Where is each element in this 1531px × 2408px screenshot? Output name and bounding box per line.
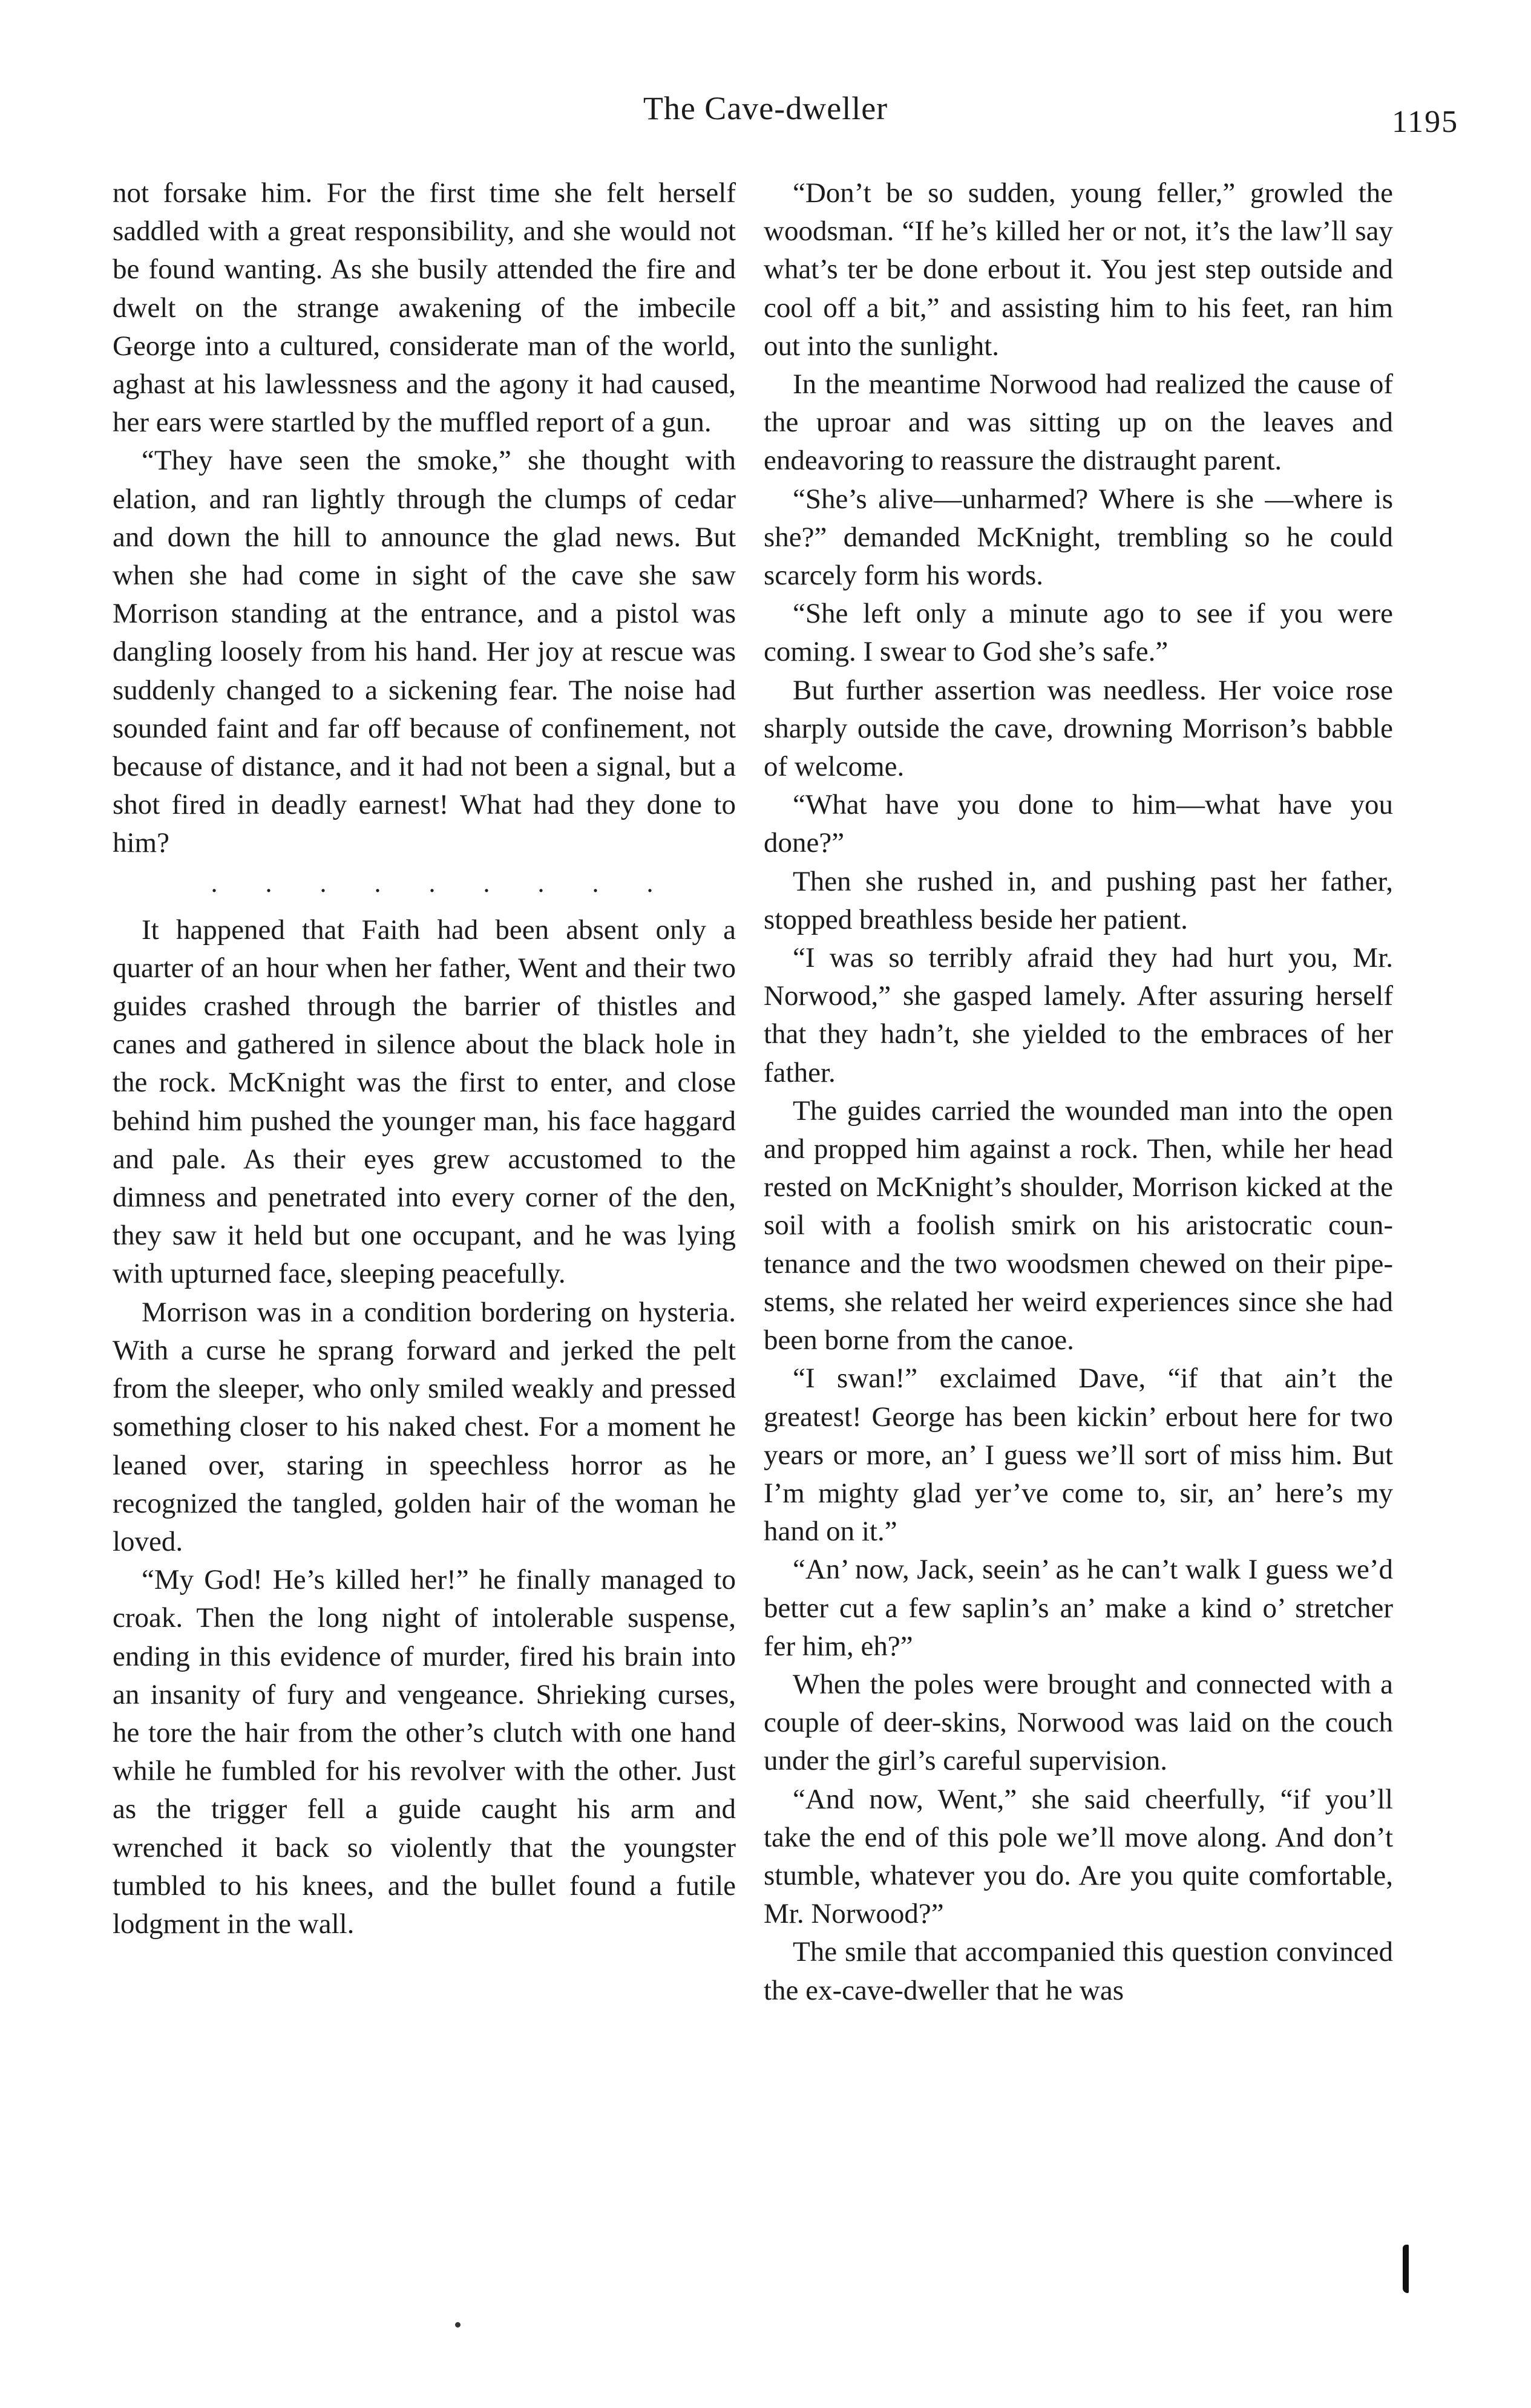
paragraph: “An’ now, Jack, seein’ as he can’t walk I guess we’d better cut a few saplin’s an’ make a kind o’ stretcher fer him, eh?” <box>764 1554 1393 1662</box>
page-number: 1195 <box>1392 105 1459 139</box>
paragraph: “She left only a minute ago to see if you were coming. I swear to God she’s safe.” <box>764 598 1393 668</box>
paragraph: It happened that Faith had been absent only a quarter of an hour when her father, Went and their two guides crashed through the barrier of thistles and canes and gathered in silence about the black hole in the rock. McKnight was the first to enter, and close behind him pushed the younger man, his face haggard and pale. As their eyes grew accustomed to the dimness and penetrated into every corner of the den, they saw it held but one occupant, and he was lying with upturned face, sleeping peacefully. <box>113 914 736 1290</box>
paragraph: “Don’t be so sudden, young feller,” growled the woodsman. “If he’s killed her or not, it’s the law’ll say what’s ter be done erbout it. You jest step outside and cool off a bit,” and assisting him to his feet, ran him out into the sunlight. <box>764 177 1393 362</box>
footer-dot <box>455 2322 461 2328</box>
paragraph: Morrison was in a condition bordering on hysteria. With a curse he sprang forward and jerked the pelt from the sleeper, who only smiled weakly and pressed something closer to his naked chest. For a moment he leaned over, staring in speechless horror as he recognized the tangled, golden hair of the woman he loved. <box>113 1296 736 1557</box>
paragraph: The guides carried the wounded man into the open and propped him against a rock. Then, while her head rested on McKnight’s shoulder, Morrison kicked at the soil with a foolish smirk on his aristocratic countenance and the two woodsmen chewed on their pipe-stems, she related her weird experiences since she had been borne from the canoe. <box>764 1094 1393 1356</box>
running-title: The Cave-dweller <box>643 90 888 126</box>
section-break: . . . . . . . . . <box>211 868 674 898</box>
paragraph: not forsake him. For the first time she felt herself saddled with a great responsibility, and she would not be found wanting. As she busily attended the fire and dwelt on the strange awakening of the imbecile George into a cultured, considerate man of the world, aghast at his lawlessness and the agony it had caused, her ears were startled by the muffled report of a gun. <box>113 177 736 439</box>
paragraph: “They have seen the smoke,” she thought with elation, and ran lightly through the clumps of cedar and down the hill to announce the glad news. But when she had come in sight of the cave she saw Morrison standing at the entrance, and a pistol was dangling loosely from his hand. Her joy at rescue was suddenly changed to a sickening fear. The noise had sounded faint and far off because of confinement, not because of distance, and it had not been a signal, but a shot fired in deadly earnest! What had they done to him? <box>113 445 736 859</box>
paragraph: “My God! He’s killed her!” he finally managed to croak. Then the long night of intolerable suspense, ending in this evidence of murder, fired his brain into an insanity of fury and vengeance. Shrieking curses, he tore the hair from the other’s clutch with one hand while he fumbled for his revolver with the other. Just as the trigger fell a guide caught his arm and wrenched it back so violently that the youngster tumbled to his knees, and the bullet found a futile lodgment in the wall. <box>113 1564 736 1940</box>
paragraph: The smile that accompanied this question convinced the ex-cave-dweller that he was <box>764 1936 1393 2006</box>
paragraph: “I was so terribly afraid they had hurt you, Mr. Norwood,” she gasped lamely. After assuring herself that they hadn’t, she yielded to the embraces of her father. <box>764 942 1393 1088</box>
paragraph: But further assertion was needless. Her voice rose sharply outside the cave, drowning Morrison’s babble of welcome. <box>764 674 1393 783</box>
paragraph: “She’s alive—unharmed? Where is she —where is she?” demanded McKnight, trembling so he could scarcely form his words. <box>764 483 1393 592</box>
paragraph: When the poles were brought and connected with a couple of deer-skins, Norwood was laid on the couch under the girl’s careful supervision. <box>764 1668 1393 1777</box>
right-column <box>764 174 1393 2010</box>
margin-mark <box>1403 2245 1409 2293</box>
paragraph: “I swan!” exclaimed Dave, “if that ain’t the greatest! George has been kickin’ erbout here for two years or more, an’ I guess we’ll sort of miss him. But I’m mighty glad yer’ve come to, sir, an’ here’s my hand on it.” <box>764 1363 1393 1548</box>
paragraph: In the meantime Norwood had realized the cause of the uproar and was sitting up on the leaves and endeavoring to reassure the distraught parent. <box>764 368 1393 477</box>
left-column <box>113 174 736 1943</box>
paragraph: “And now, Went,” she said cheerfully, “if you’ll take the end of this pole we’ll move along. And don’t stumble, whatever you do. Are you quite comfortable, Mr. Norwood?” <box>764 1783 1393 1930</box>
paragraph: Then she rushed in, and pushing past her father, stopped breathless beside her patient. <box>764 865 1393 935</box>
paragraph: “What have you done to him—what have you done?” <box>764 789 1393 859</box>
